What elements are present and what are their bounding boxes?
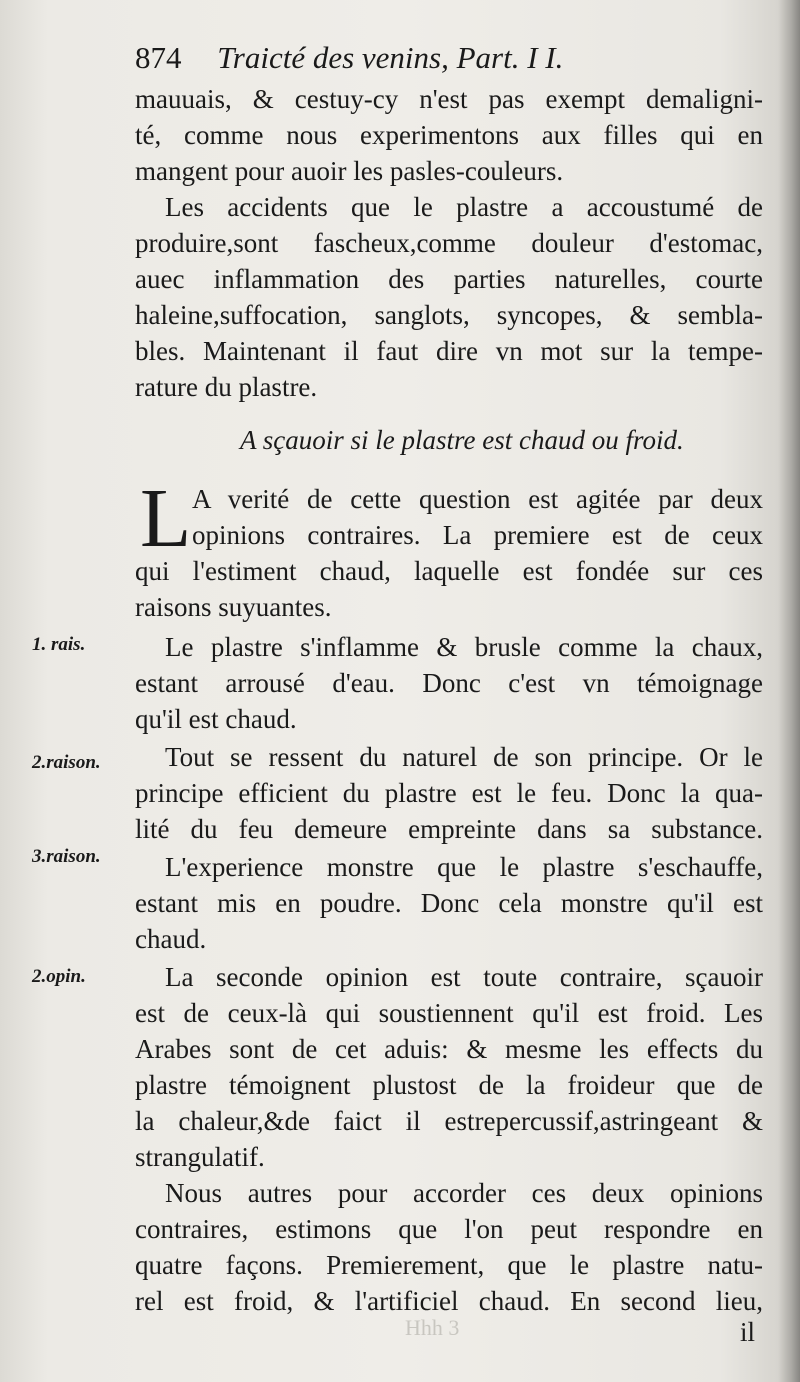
text-line: Nous autres pour accorder ces deux opinions (165, 1178, 763, 1208)
text-line: rel est froid, & l'artificiel chaud. En second lieu, (135, 1286, 763, 1316)
text-line: L'experience monstre que le plastre s'eschauffe, (165, 852, 763, 882)
margin-note: 1. rais. (32, 634, 86, 655)
text-line: plastre témoignent plustost de la froideur que de (135, 1070, 763, 1100)
text-line: est de ceux-là qui soustiennent qu'il est froid. Les (135, 998, 763, 1028)
text-line: principe efficient du plastre est le feu. Donc la qua- (135, 778, 763, 808)
page-edge-shadow (778, 0, 800, 1382)
text-line: bles. Maintenant il faut dire vn mot sur la tempe- (135, 336, 763, 366)
page-number: 874 (135, 40, 182, 75)
drop-cap: L (140, 472, 192, 565)
text-line: Arabes sont de cet aduis: & mesme les effects du (135, 1034, 763, 1064)
text-line: lité du feu demeure empreinte dans sa substance. (135, 814, 763, 844)
text-line: raisons suyuantes. (135, 592, 332, 622)
text-line: contraires, estimons que l'on peut respondre en (135, 1214, 763, 1244)
text-line: la chaleur,&de faict il estrepercussif,astringeant & (135, 1106, 763, 1136)
text-line: Tout se ressent du naturel de son principe. Or le (165, 742, 763, 772)
margin-note: 2.raison. (32, 752, 101, 773)
text-line: rature du plastre. (135, 372, 318, 402)
text-line: mauuais, & cestuy-cy n'est pas exempt demaligni- (135, 84, 763, 114)
text-line: opinions contraires. La premiere est de ceux (192, 520, 763, 550)
text-line: estant arrousé d'eau. Donc c'est vn témoignage (135, 668, 763, 698)
catchword: il (740, 1317, 756, 1347)
running-title: Traicté des venins, Part. I I. (217, 40, 564, 75)
text-line: qu'il est chaud. (135, 704, 297, 734)
section-title: A sçauoir si le plastre est chaud ou froid. (240, 425, 684, 455)
text-line: Les accidents que le plastre a accoustumé de (165, 192, 763, 222)
text-line: chaud. (135, 924, 207, 954)
text-line: haleine,suffocation, sanglots, syncopes, & sembla- (135, 300, 763, 330)
text-line: Le plastre s'inflamme & brusle comme la chaux, (165, 632, 763, 662)
running-header (135, 38, 735, 78)
margin-note: 3.raison. (32, 846, 101, 867)
text-line: strangulatif. (135, 1142, 265, 1172)
signature-mark: Hhh 3 (405, 1315, 460, 1340)
text-line: produire,sont fascheux,comme douleur d'estomac, (135, 228, 763, 258)
text-line: mangent pour auoir les pasles-couleurs. (135, 156, 564, 186)
text-line: estant mis en poudre. Donc cela monstre qu'il est (135, 888, 763, 918)
margin-note: 2.opin. (32, 966, 86, 987)
text-line: quatre façons. Premierement, que le plastre natu- (135, 1250, 763, 1280)
text-line: té, comme nous experimentons aux filles qui en (135, 120, 763, 150)
text-line: La seconde opinion est toute contraire, sçauoir (165, 962, 763, 992)
text-line: A verité de cette question est agitée par deux (192, 484, 763, 514)
text-line: auec inflammation des parties naturelles, courte (135, 264, 763, 294)
text-line: qui l'estiment chaud, laquelle est fondée sur ces (135, 556, 763, 586)
